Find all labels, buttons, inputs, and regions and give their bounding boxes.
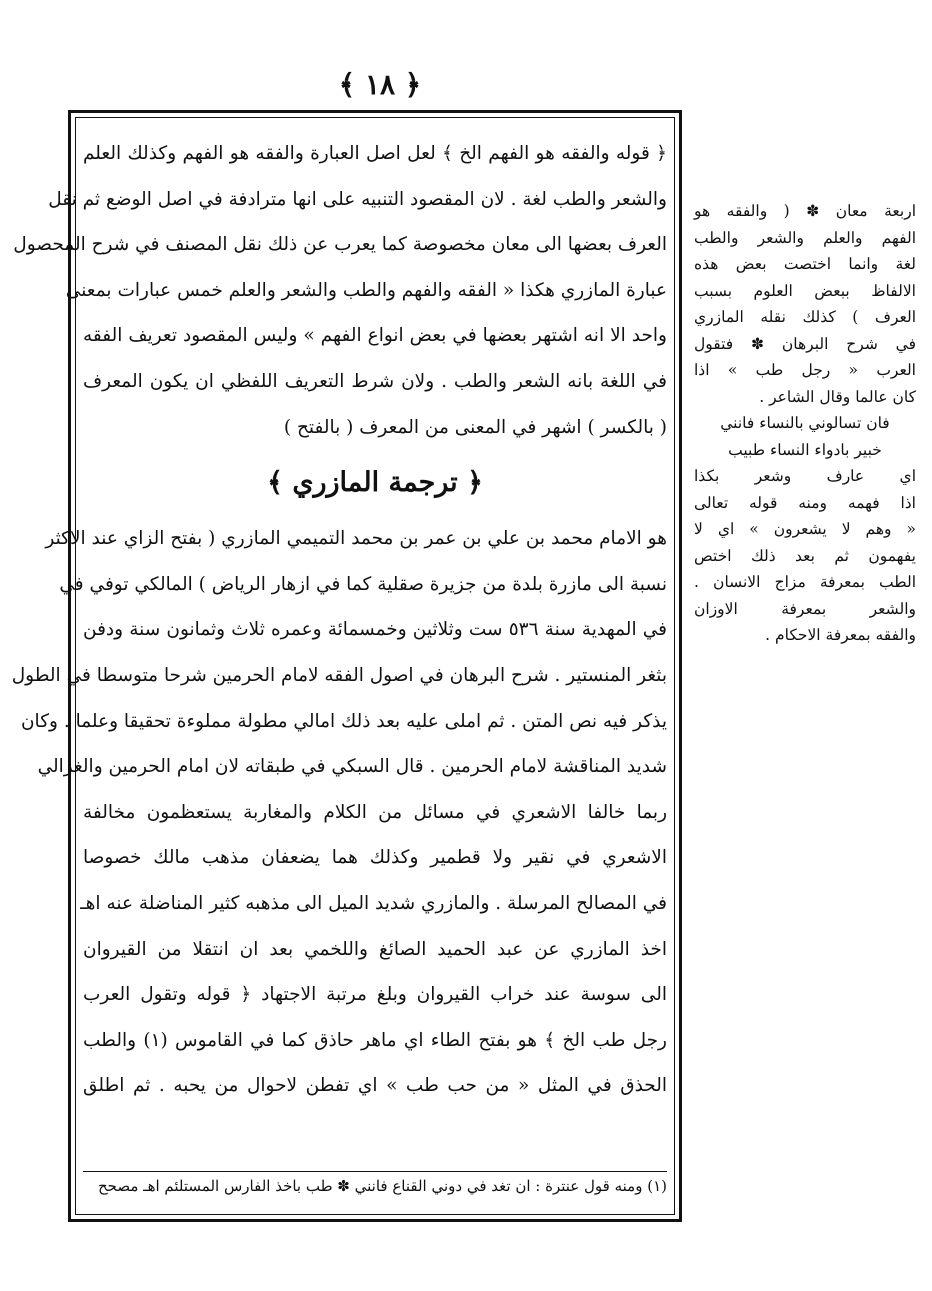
text-line: في المهدية سنة ٥٣٦ ست وثلاثين وخمسمائة وعمره ثلاث وثمانون سنة ودفن [83, 619, 667, 641]
text-line: رجل طب الخ ﴾ هو بفتح الطاء اي ماهر حاذق كما في القاموس (١) والطب [83, 1029, 667, 1051]
margin-line: « وهم لا يشعرون » اي لا [694, 520, 916, 538]
margin-line: والشعر بمعرفة الاوزان [694, 599, 916, 618]
poem-line: خبير بادواء النساء طبيب [728, 440, 882, 459]
margin-line: اي عارف وشعر بكذا [694, 467, 916, 485]
text-line: العرف بعضها الى معان مخصوصة كما يعرب عن ذلك نقل المصنف في شرح المحصول [13, 234, 667, 256]
text-line: ( بالكسر ) اشهر في المعنى من المعرف ( بالفتح ) [283, 416, 667, 438]
footnote-divider [83, 1171, 667, 1172]
margin-line: اذا فهمه ومنه قوله تعالى [694, 493, 916, 512]
text-line: واحد الا انه اشتهر بعضها في بعض انواع الفهم » وليس المقصود تعريف الفقه [83, 325, 667, 347]
text-line: ربما خالفا الاشعري في مسائل من الكلام والمغاربة يستعظمون مخالفة [83, 801, 667, 823]
margin-line: في شرح البرهان ✽ فتقول [694, 334, 916, 353]
poem-line: فان تسالوني بالنساء فانني [720, 414, 890, 432]
text-line: ﴿ قوله والفقه هو الفهم الخ ﴾ لعل اصل العبارة والفقه هو الفهم وكذلك العلم [83, 143, 667, 164]
text-line: في المصالح المرسلة . والمازري شديد الميل الى مذهبه كثير المناضلة عنه اهـ [80, 892, 667, 914]
margin-line: والفقه بمعرفة الاحكام . [765, 626, 916, 644]
text-line: والشعر والطب لغة . لان المقصود التنبيه على انها مترادفة في اصل الوضع ثم نقل [48, 188, 667, 210]
margin-line: لغة وانما اختصت بعض هذه [694, 255, 916, 273]
text-line: الاشعري في نقير ولا قطمير وكذلك هما يضعفان مذهب مالك خصوصا [83, 847, 667, 869]
section-title: ﴿ ترجمة المازري ﴾ [267, 467, 483, 499]
margin-line: الالفاظ ببعض العلوم بسبب [694, 281, 916, 300]
text-line: الحذق في المثل « من حب طب » اي تفطن لاحوال من يحبه . ثم اطلق [83, 1075, 667, 1097]
text-line: بثغر المنستير . شرح البرهان في اصول الفقه لامام الحرمين شرحا متوسطا في الطول [11, 664, 667, 686]
footnote: (١) ومنه قول عنترة : ان تغد في دوني القناع فانني ✽ طب باخذ الفارس المستلئم اهـ مصحح [98, 1177, 667, 1195]
text-line: هو الامام محمد بن علي بن عمر بن محمد التميمي المازري ( بفتح الزاي عند الاكثر [45, 528, 667, 550]
margin-line: يفهمون ثم بعد ذلك اختص [694, 546, 916, 565]
page-number: ﴿ ١٨ ﴾ [338, 68, 422, 101]
margin-line: العرف ) كذلك نقله المازري [694, 308, 916, 326]
main-text [11, 131, 667, 1109]
text-line: نسبة الى مازرة بلدة من جزيرة صقلية كما في ازهار الرياض ) المالكي توفي في [59, 573, 667, 595]
margin-line: الفهم والعلم والشعر والطب [694, 228, 916, 247]
text-line: يذكر فيه نص المتن . ثم املى عليه بعد ذلك امالي مطولة مملوءة تحقيقا وعلما . وكان [20, 710, 667, 732]
main-text-frame [11, 110, 682, 1222]
text-line: في اللغة بانه الشعر والطب . ولان شرط التعريف اللفظي ان يكون المعرف [83, 370, 667, 392]
text-line: شديد المناقشة لامام الحرمين . قال السبكي في طبقاته لان امام الحرمين والغزالي [37, 756, 667, 778]
text-line: الى سوسة عند خراب القيروان وبلغ مرتبة الاجتهاد ﴿ قوله وتقول العرب [83, 984, 667, 1006]
margin-line: الطب بمعرفة مزاج الانسان . [694, 573, 916, 591]
text-line: اخذ المازري عن عبد الحميد الصائغ واللخمي بعد ان انتقلا من القيروان [83, 938, 667, 960]
margin-line: اربعة معان ✽ ( والفقه هو [694, 202, 916, 220]
margin-note [694, 198, 916, 649]
text-line: عبارة المازري هكذا « الفقه والفهم والطب والشعر والعلم خمس عبارات بمعنى [65, 279, 667, 301]
margin-line: كان عالما وقال الشاعر . [759, 387, 916, 406]
margin-line: العرب « رجل طب » اذا [694, 361, 916, 379]
